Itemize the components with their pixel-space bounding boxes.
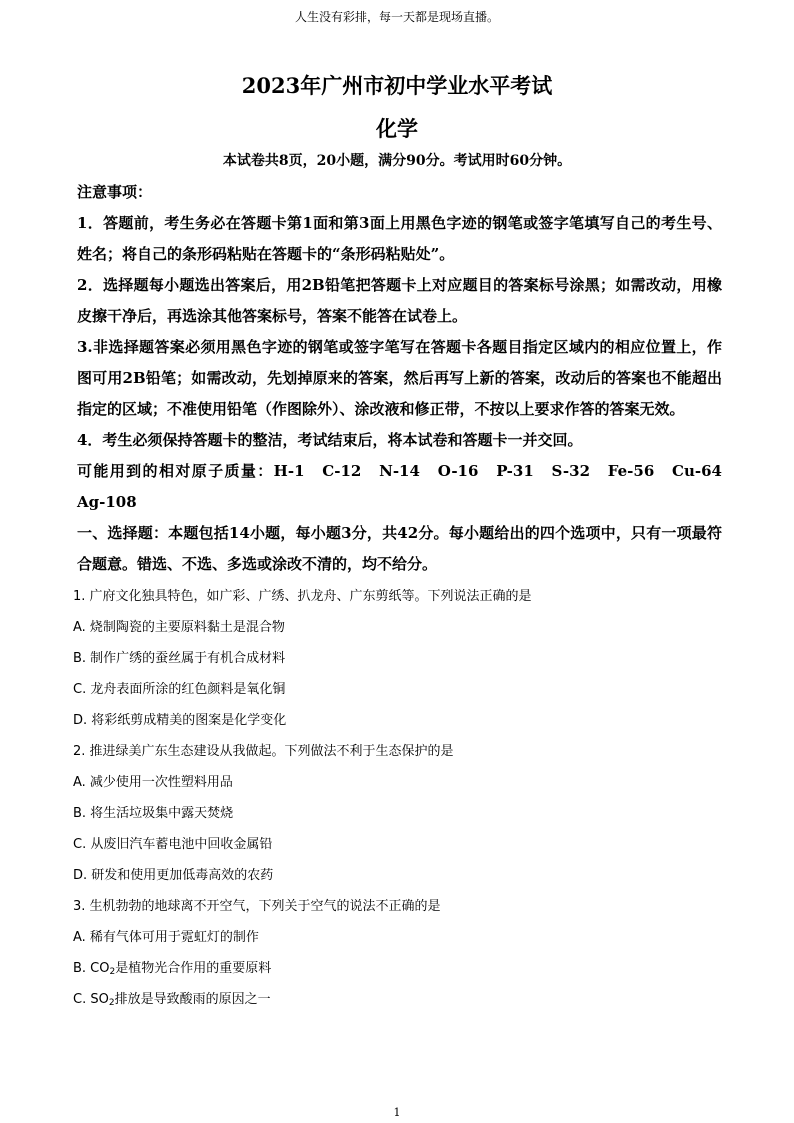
notice-item-1: 1．答题前，考生务必在答题卡第1面和第3面上用黑色字迹的钢笔或签字笔填写自己的考生号、姓名；将自己的条形码粘贴在答题卡的“条形码粘贴处”。 xyxy=(77,214,722,263)
section-heading: 一、选择题：本题包括14小题，每小题3分，共42分。每小题给出的四个选项中，只有一项最符合题意。错选、不选、多选或涂改不清的，均不给分。 xyxy=(77,524,722,573)
notice-block xyxy=(77,177,738,580)
option-c-text: 排放是导致酸雨的原因之一 xyxy=(114,992,271,1007)
header-note: 人生没有彩排，每一天都是现场直播。 xyxy=(294,10,499,24)
page-number: 1 xyxy=(393,1106,401,1119)
option-d: D. 将彩纸剪成精美的图案是化学变化 xyxy=(73,713,287,728)
option-c-formula: C. SO xyxy=(73,992,109,1007)
notice-heading: 注意事项： xyxy=(77,183,153,201)
option-c: C. 从废旧汽车蓄电池中回收金属铅 xyxy=(73,837,273,852)
option-b xyxy=(73,953,723,984)
option-a: A. 减少使用一次性塑料用品 xyxy=(73,775,233,790)
notice-item-3: 3.非选择题答案必须用黑色字迹的钢笔或签字笔写在答题卡各题目指定区域内的相应位置上，作图可用2B铅笔；如需改动，先划掉原来的答案，然后再写上新的答案，改动后的答案也不能超出指定的区域；不准使用铅笔（作图除外）、涂改液和修正带，不按以上要求作答的答案无效。 xyxy=(77,338,722,418)
question-stem: 3. 生机勃勃的地球离不开空气，下列关于空气的说法不正确的是 xyxy=(73,899,441,914)
option-b-formula: B. CO xyxy=(73,961,110,976)
option-b: B. 制作广绣的蚕丝属于有机合成材料 xyxy=(73,651,286,666)
subscript: 2 xyxy=(109,967,116,977)
notice-item-2: 2．选择题每小题选出答案后，用2B铅笔把答题卡上对应题目的答案标号涂黑；如需改动，用橡皮擦干净后，再选涂其他答案标号，答案不能答在试卷上。 xyxy=(77,276,722,325)
subject-title: 化学 xyxy=(376,116,418,141)
notice-item-4: 4．考生必须保持答题卡的整洁，考试结束后，将本试卷和答题卡一并交回。 xyxy=(77,431,583,449)
option-c xyxy=(73,984,723,1015)
exam-title: 2023年广州市初中学业水平考试 xyxy=(241,73,553,98)
subscript: 2 xyxy=(108,998,115,1008)
option-d: D. 研发和使用更加低毒高效的农药 xyxy=(73,868,274,883)
question-list xyxy=(73,581,723,1015)
question-stem: 1. 广府文化独具特色，如广彩、广绣、扒龙舟、广东剪纸等。下列说法正确的是 xyxy=(73,589,532,604)
option-b: B. 将生活垃圾集中露天焚烧 xyxy=(73,806,234,821)
option-c: C. 龙舟表面所涂的红色颜料是氧化铜 xyxy=(73,682,286,697)
option-a: A. 稀有气体可用于霓虹灯的制作 xyxy=(73,930,259,945)
question-stem: 2. 推进绿美广东生态建设从我做起。下列做法不利于生态保护的是 xyxy=(73,744,454,759)
atomic-masses: 可能用到的相对原子质量：H-1 C-12 N-14 O-16 P-31 S-32 Fe-56 Cu-64 Ag-108 xyxy=(77,462,738,511)
option-b-text: 是植物光合作用的重要原料 xyxy=(115,961,272,976)
exam-info: 本试卷共8页，20小题，满分90分。考试用时60分钟。 xyxy=(222,153,572,169)
option-a: A. 烧制陶瓷的主要原料黏土是混合物 xyxy=(73,620,285,635)
